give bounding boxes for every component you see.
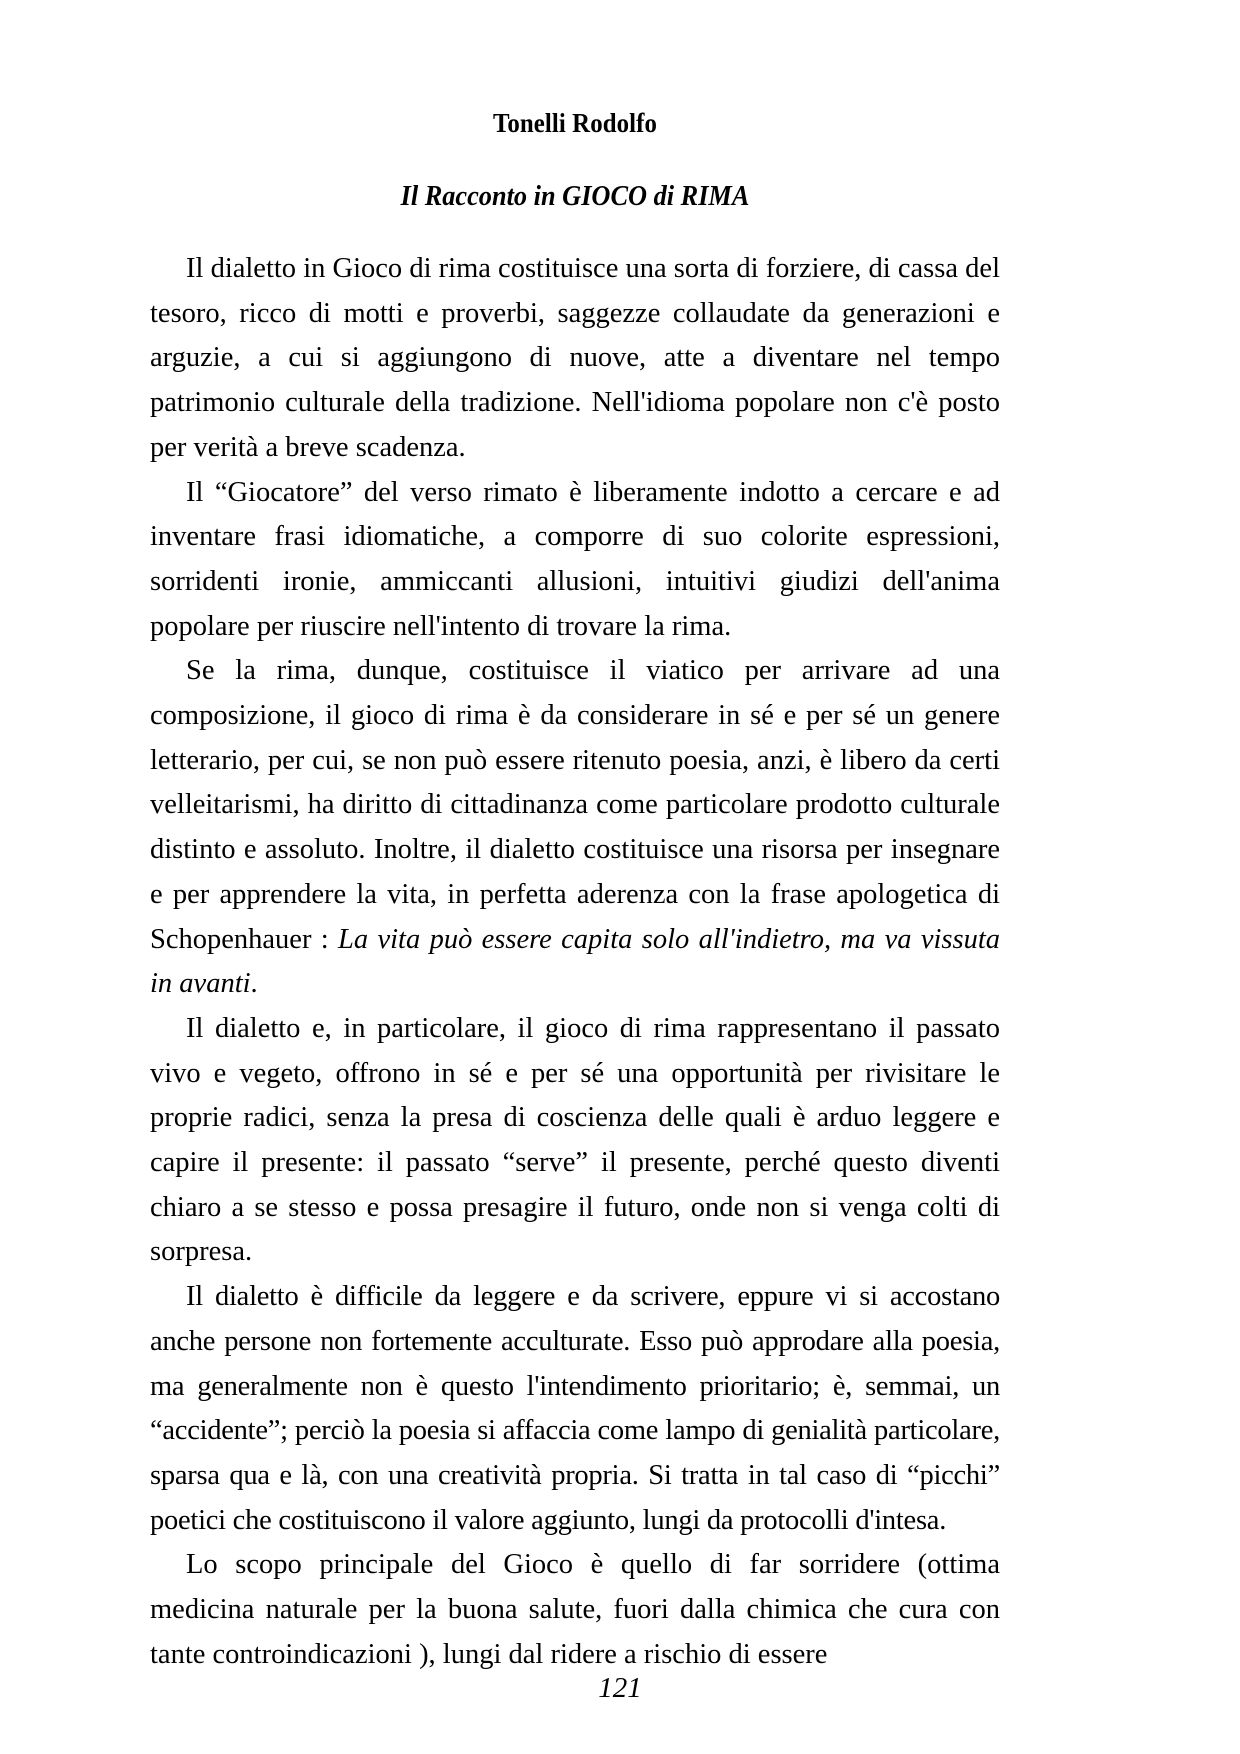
paragraph-3-lead-text: Se la rima, dunque, costituisce il viatico per arrivare ad una composizione, il gioco di rima è da considerare in sé e per sé un genere letterario, per cui, se non può essere ritenuto poesia, anzi, è libero da certi velleitarismi, ha diritto di cittadinanza come particolare prodotto culturale distinto e assoluto. Inoltre, il dialetto costituisce una risorsa per insegnare e per apprendere la vita, in perfetta aderenza con la frase apologetica di Schopenhauer : [150,655,1000,955]
paragraph-4: Il dialetto e, in particolare, il gioco di rima rappresentano il passato vivo e vegeto, offrono in sé e per sé una opportunità per rivisitare le proprie radici, senza la presa di coscienza delle quali è arduo leggere e capire il presente: il passato “serve” il presente, perché questo diventi chiaro a se stesso e possa presagire il futuro, onde non si venga colti di sorpresa. [150,1012,1000,1268]
schopenhauer-quote: La vita può essere capita solo all'indietro, ma va vissuta in avanti [150,923,1001,1000]
paragraph-3 [150,649,1000,1007]
paragraph-1: Il dialetto in Gioco di rima costituisce una sorta di forziere, di cassa del tesoro, ricco di motti e proverbi, saggezze collaudate da generazioni e arguzie, a cui si aggiungono di nuove, atte a diventare nel tempo patrimonio culturale della tradizione. Nell'idioma popolare non c'è posto per verità a breve scadenza. [150,253,1000,463]
author-heading: Tonelli Rodolfo [492,108,658,138]
work-title: Il Racconto in GIOCO di RIMA [400,181,750,212]
page-number: 121 [598,1672,642,1704]
page-content [150,0,1000,1678]
paragraph-5: Il dialetto è difficile da leggere e da scrivere, eppure vi si accostano anche persone non fortemente acculturate. Esso può approdare alla poesia, ma generalmente non è questo l'intendimento prioritario; è, semmai, un “accidente”; perciò la poesia si affaccia come lampo di genialità particolare, sparsa qua e là, con una creatività propria. Si tratta in tal caso di “picchi” poetici che costituiscono il valore aggiunto, lungi da protocolli d'intesa. [150,1281,1000,1536]
body-text [150,247,1000,1678]
paragraph-3-tail-text: . [250,968,258,1000]
paragraph-6: Lo scopo principale del Gioco è quello di far sorridere (ottima medicina naturale per la buona salute, fuori dalla chimica che cura con tante controindicazioni ), lungi dal ridere a rischio di essere [150,1549,1000,1670]
paragraph-2: Il “Giocatore” del verso rimato è liberamente indotto a cercare e ad inventare frasi idiomatiche, a comporre di suo colorite espressioni, sorridenti ironie, ammiccanti allusioni, intuitivi giudizi dell'anima popolare per riuscire nell'intento di trovare la rima. [150,476,1000,642]
